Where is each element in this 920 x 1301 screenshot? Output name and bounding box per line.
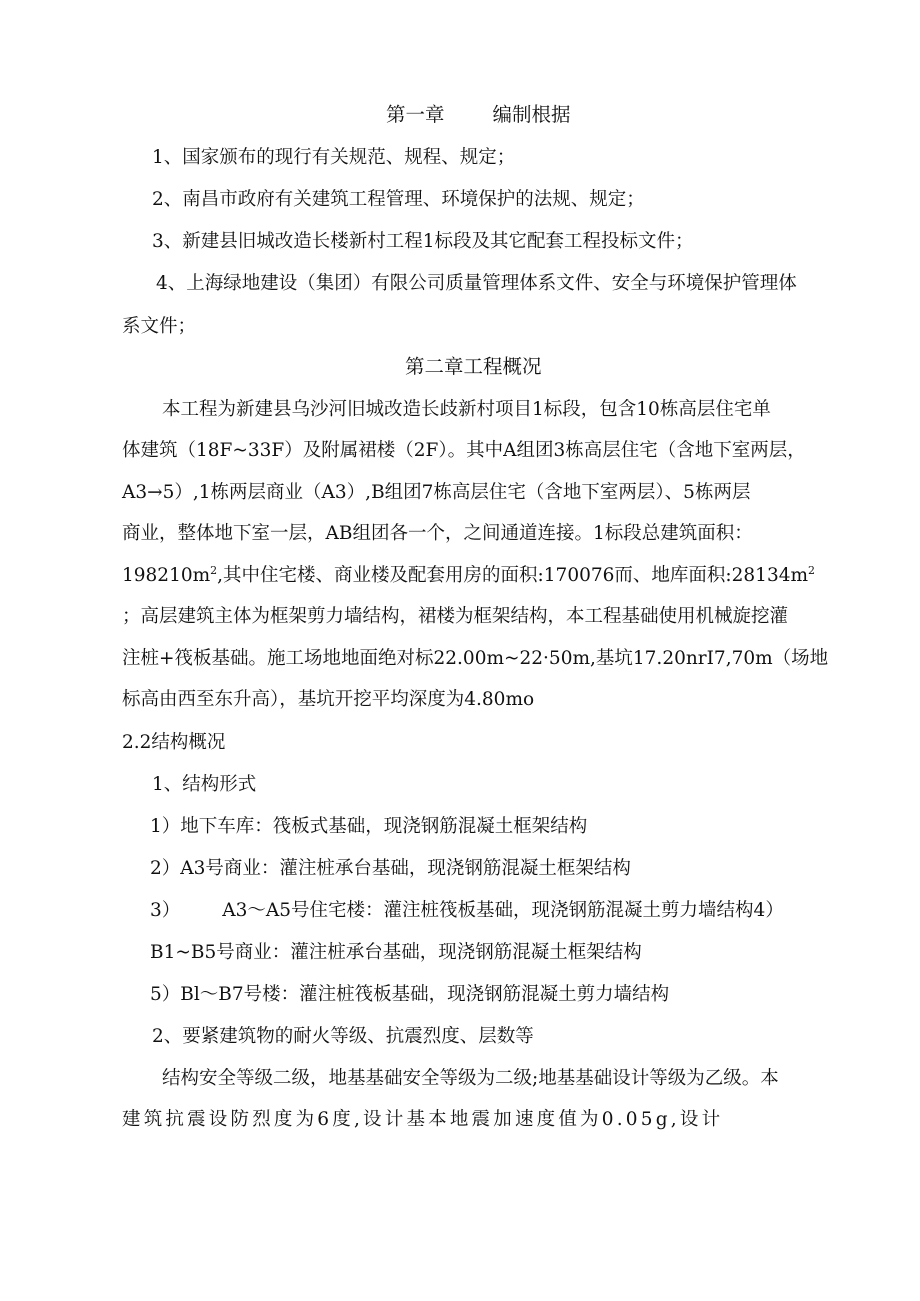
- superscript-2: 2: [210, 564, 218, 577]
- overview-area-total: 198210m: [122, 565, 211, 586]
- chapter-1-title: [386, 103, 571, 127]
- safety-grade-line-2: 建筑抗震设防烈度为6度,设计基本地震加速度值为0.05g,设计: [122, 1109, 724, 1130]
- structure-item-3-text: A3～A5号住宅楼：灌注桩筏板基础，现浇钢筋混凝土剪力墙结构4）: [222, 900, 784, 921]
- structure-form-heading: 1、结构形式: [152, 774, 257, 795]
- basis-item-2: 2、南昌市政府有关建筑工程管理、环境保护的法规、规定；: [152, 189, 645, 210]
- chapter-2-title: 第二章工程概况: [405, 355, 542, 378]
- chapter-1-name: 编制根据: [492, 103, 571, 126]
- basis-item-4: 4、上海绿地建设（集团）有限公司质量管理体系文件、安全与环境保护管理体: [156, 273, 797, 294]
- overview-area-detail: ,其中住宅楼、商业楼及配套用房的面积:170076而、地库面积:28134m: [217, 565, 809, 586]
- basis-item-4-continued: 系文件；: [122, 316, 197, 337]
- chapter-1-number: 第一章: [386, 103, 445, 126]
- overview-line-2: 体建筑（18F~33F）及附属裙楼（2F）。其中A组团3栋高层住宅（含地下室两层，: [122, 440, 806, 461]
- structure-item-4: B1~B5号商业：灌注桩承台基础，现浇钢筋混凝土框架结构: [150, 942, 642, 963]
- fire-seismic-heading: 2、要紧建筑物的耐火等级、抗震烈度、层数等: [152, 1026, 534, 1047]
- overview-line-1: 本工程为新建县乌沙河旧城改造长歧新村项目1标段，包含10栋高层住宅单: [162, 399, 771, 420]
- overview-line-6: ；高层建筑主体为框架剪力墙结构，裙楼为框架结构，本工程基础使用机械旋挖灌: [122, 606, 789, 627]
- structure-item-1: 1）地下车库：筏板式基础，现浇钢筋混凝土框架结构: [150, 816, 588, 837]
- overview-line-7: 注桩+筏板基础。施工场地地面绝对标22.00m~22·50m,基坑17.20nrI7,70m（场地: [122, 648, 829, 669]
- structure-item-5: 5）Bl～B7号楼：灌注桩筏板基础，现浇钢筋混凝土剪力墙结构: [150, 984, 670, 1005]
- structure-item-3: [150, 899, 784, 923]
- safety-grade-line-1: 结构安全等级二级，地基基础安全等级为二级;地基基础设计等级为乙级。本: [162, 1068, 779, 1089]
- superscript-2-b: 2: [808, 564, 816, 577]
- overview-line-5: [122, 564, 815, 588]
- structure-item-3-number: 3）: [150, 900, 181, 921]
- structure-item-2: 2）A3号商业：灌注桩承台基础，现浇钢筋混凝土框架结构: [150, 858, 631, 879]
- overview-line-8: 标高由西至东升高），基坑开挖平均深度为4.80mo: [122, 689, 535, 710]
- overview-line-3: A3→5）,1栋两层商业（A3）,B组团7栋高层住宅（含地下室两层）、5栋两层: [122, 482, 751, 503]
- basis-item-1: 1、国家颁布的现行有关规范、规程、规定；: [152, 147, 516, 168]
- overview-line-4: 商业，整体地下室一层，AB组团各一个，之间通道连接。1标段总建筑面积：: [122, 523, 753, 544]
- basis-item-3: 3、新建县旧城改造长楼新村工程1标段及其它配套工程投标文件；: [152, 231, 694, 252]
- section-2-2-title: 2.2结构概况: [122, 732, 226, 753]
